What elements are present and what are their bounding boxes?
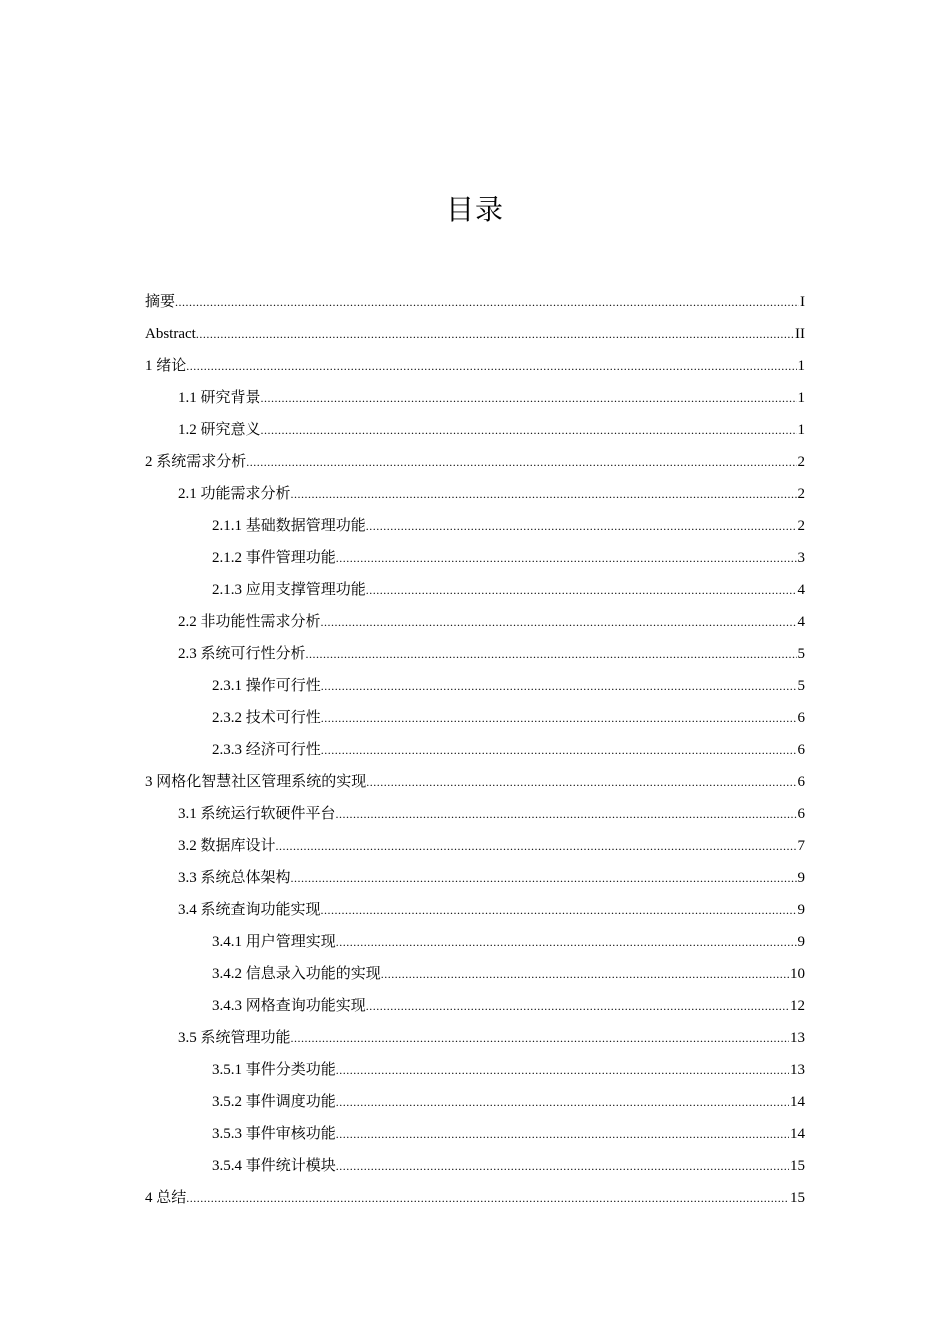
toc-entry-label: 3 网格化智慧社区管理系统的实现 <box>145 774 367 790</box>
toc-entry-page-number: I <box>800 294 805 310</box>
dot-leader <box>366 990 789 1022</box>
dot-leader <box>321 606 797 638</box>
toc-entry-label: 3.4.3 网格查询功能实现 <box>212 998 366 1014</box>
toc-entry-page-number: 5 <box>797 646 805 662</box>
dot-leader <box>321 670 797 702</box>
toc-entry-label: Abstract <box>145 326 196 342</box>
toc-entry-page-number: 13 <box>790 1062 805 1078</box>
dot-leader <box>336 1118 789 1150</box>
toc-entry-label: 2 系统需求分析 <box>145 454 247 470</box>
dot-leader <box>321 894 797 926</box>
toc-entry-label: 2.1.3 应用支撑管理功能 <box>212 582 366 598</box>
dot-leader <box>336 1054 789 1086</box>
toc-entry-label: 3.5.1 事件分类功能 <box>212 1062 336 1078</box>
toc-entry[interactable] <box>145 670 805 702</box>
toc-entry[interactable] <box>145 926 805 958</box>
dot-leader <box>196 318 794 350</box>
dot-leader <box>321 702 797 734</box>
toc-entry-label: 2.3.1 操作可行性 <box>212 678 321 694</box>
toc-entry-label: 2.3.3 经济可行性 <box>212 742 321 758</box>
toc-entry[interactable] <box>145 702 805 734</box>
toc-entry-page-number: 4 <box>797 614 805 630</box>
toc-entry-label: 3.2 数据库设计 <box>178 838 276 854</box>
toc-entry[interactable] <box>145 478 805 510</box>
toc-entry[interactable] <box>145 1150 805 1182</box>
toc-entry-page-number: 4 <box>797 582 805 598</box>
toc-entry[interactable] <box>145 734 805 766</box>
toc-entry-page-number: 14 <box>790 1094 805 1110</box>
dot-leader <box>321 734 797 766</box>
dot-leader <box>336 926 797 958</box>
dot-leader <box>291 862 797 894</box>
toc-entry-page-number: 9 <box>797 934 805 950</box>
toc-entry[interactable] <box>145 1022 805 1054</box>
toc-entry-page-number: 15 <box>790 1158 805 1174</box>
toc-entry-label: 3.4.1 用户管理实现 <box>212 934 336 950</box>
toc-entry-label: 3.5.2 事件调度功能 <box>212 1094 336 1110</box>
toc-entry-page-number: 6 <box>797 806 805 822</box>
dot-leader <box>175 286 799 318</box>
toc-entry-label: 摘要 <box>145 294 176 310</box>
toc-entry[interactable] <box>145 542 805 574</box>
dot-leader <box>291 478 797 510</box>
toc-entry[interactable] <box>145 766 805 798</box>
table-of-contents <box>145 286 805 1214</box>
toc-entry-page-number: 12 <box>790 998 805 1014</box>
toc-entry-label: 2.3.2 技术可行性 <box>212 710 321 726</box>
toc-entry-label: 2.3 系统可行性分析 <box>178 646 306 662</box>
toc-entry-page-number: 2 <box>797 518 805 534</box>
toc-entry-label: 3.4 系统查询功能实现 <box>178 902 321 918</box>
toc-entry-label: 3.3 系统总体架构 <box>178 870 291 886</box>
toc-entry[interactable] <box>145 958 805 990</box>
toc-entry-page-number: 7 <box>797 838 805 854</box>
toc-entry[interactable] <box>145 286 805 318</box>
toc-entry[interactable] <box>145 798 805 830</box>
dot-leader <box>306 638 797 670</box>
toc-entry[interactable] <box>145 510 805 542</box>
toc-entry[interactable] <box>145 990 805 1022</box>
dot-leader <box>186 1182 789 1214</box>
toc-entry-label: 2.2 非功能性需求分析 <box>178 614 321 630</box>
toc-entry[interactable] <box>145 1182 805 1214</box>
toc-entry[interactable] <box>145 1118 805 1150</box>
toc-entry-page-number: 10 <box>790 966 805 982</box>
dot-leader <box>336 1150 789 1182</box>
toc-entry-label: 3.5.4 事件统计模块 <box>212 1158 336 1174</box>
toc-entry-label: 4 总结 <box>145 1190 187 1206</box>
toc-entry-page-number: 6 <box>797 710 805 726</box>
dot-leader <box>381 958 789 990</box>
toc-entry-label: 1.1 研究背景 <box>178 390 261 406</box>
toc-entry[interactable] <box>145 862 805 894</box>
toc-entry-page-number: 1 <box>797 358 805 374</box>
dot-leader <box>366 574 797 606</box>
dot-leader <box>336 542 797 574</box>
toc-entry-label: 1 绪论 <box>145 358 187 374</box>
toc-entry-page-number: 1 <box>797 390 805 406</box>
toc-entry[interactable] <box>145 350 805 382</box>
toc-entry-label: 3.4.2 信息录入功能的实现 <box>212 966 381 982</box>
dot-leader <box>276 830 797 862</box>
toc-entry-label: 3.5 系统管理功能 <box>178 1030 291 1046</box>
dot-leader <box>261 382 797 414</box>
toc-entry-page-number: 2 <box>797 486 805 502</box>
toc-entry-page-number: 15 <box>790 1190 805 1206</box>
page-title: 目录 <box>445 193 504 226</box>
toc-entry-label: 2.1 功能需求分析 <box>178 486 291 502</box>
toc-entry[interactable] <box>145 382 805 414</box>
toc-entry-page-number: 9 <box>797 870 805 886</box>
toc-entry-page-number: 5 <box>797 678 805 694</box>
dot-leader <box>261 414 797 446</box>
toc-entry[interactable] <box>145 894 805 926</box>
toc-entry-page-number: 6 <box>797 774 805 790</box>
toc-entry[interactable] <box>145 638 805 670</box>
toc-entry-label: 2.1.1 基础数据管理功能 <box>212 518 366 534</box>
toc-entry[interactable] <box>145 1086 805 1118</box>
toc-entry-page-number: II <box>795 326 805 342</box>
toc-entry-label: 3.1 系统运行软硬件平台 <box>178 806 336 822</box>
dot-leader <box>336 798 797 830</box>
dot-leader <box>246 446 796 478</box>
toc-entry-page-number: 13 <box>790 1030 805 1046</box>
toc-entry-page-number: 1 <box>797 422 805 438</box>
toc-entry[interactable] <box>145 606 805 638</box>
dot-leader <box>186 350 796 382</box>
toc-entry[interactable] <box>145 446 805 478</box>
dot-leader <box>336 1086 789 1118</box>
toc-entry[interactable] <box>145 318 805 350</box>
toc-entry-label: 2.1.2 事件管理功能 <box>212 550 336 566</box>
toc-entry[interactable] <box>145 414 805 446</box>
toc-entry[interactable] <box>145 574 805 606</box>
dot-leader <box>291 1022 789 1054</box>
dot-leader <box>366 510 797 542</box>
toc-entry-page-number: 14 <box>790 1126 805 1142</box>
toc-entry-page-number: 3 <box>797 550 805 566</box>
toc-entry[interactable] <box>145 830 805 862</box>
toc-entry-page-number: 2 <box>797 454 805 470</box>
toc-entry-page-number: 9 <box>797 902 805 918</box>
dot-leader <box>366 766 796 798</box>
toc-entry-label: 1.2 研究意义 <box>178 422 261 438</box>
toc-entry[interactable] <box>145 1054 805 1086</box>
toc-entry-label: 3.5.3 事件审核功能 <box>212 1126 336 1142</box>
toc-entry-page-number: 6 <box>797 742 805 758</box>
